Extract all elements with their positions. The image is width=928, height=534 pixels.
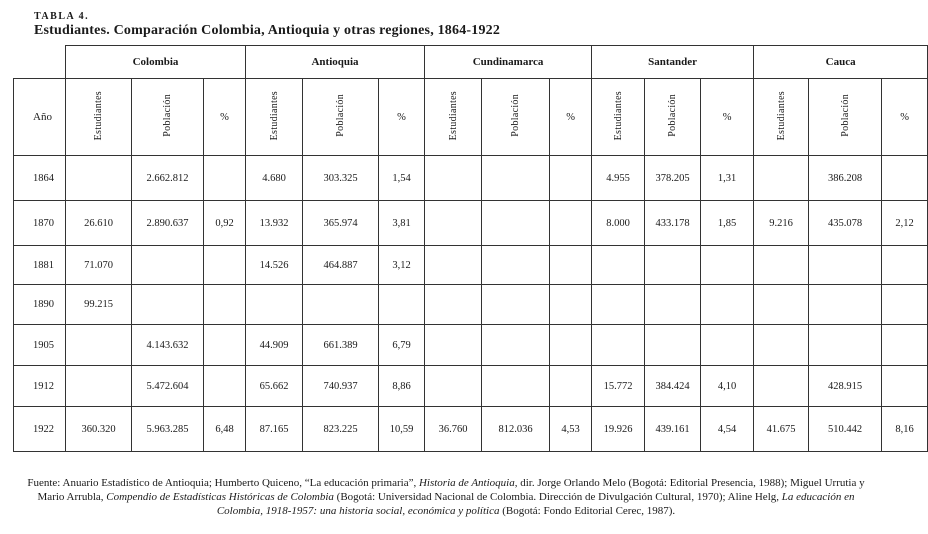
table-label: TABLA 4. — [34, 11, 90, 22]
value-cell: 6,48 — [204, 407, 246, 452]
value-cell — [132, 246, 204, 285]
value-cell: 87.165 — [246, 407, 303, 452]
percent-header: % — [882, 79, 928, 156]
value-cell: 5.472.604 — [132, 366, 204, 407]
students-header: Estudiantes — [592, 79, 645, 156]
value-cell: 433.178 — [645, 201, 701, 246]
value-cell — [246, 285, 303, 325]
value-cell: 26.610 — [66, 201, 132, 246]
value-cell — [754, 366, 809, 407]
value-cell: 8,86 — [379, 366, 425, 407]
value-cell: 303.325 — [303, 156, 379, 201]
value-cell — [550, 201, 592, 246]
students-header: Estudiantes — [246, 79, 303, 156]
value-cell — [425, 201, 482, 246]
value-cell — [550, 246, 592, 285]
value-cell: 4.143.632 — [132, 325, 204, 366]
value-cell — [425, 156, 482, 201]
value-cell — [425, 285, 482, 325]
value-cell: 812.036 — [482, 407, 550, 452]
value-cell — [809, 246, 882, 285]
table-row — [14, 246, 928, 285]
value-cell — [592, 285, 645, 325]
value-cell — [645, 285, 701, 325]
value-cell: 3,81 — [379, 201, 425, 246]
value-cell — [204, 325, 246, 366]
source-title: La educación en Colombia, 1918-1957: una historia social, económica y política — [216, 491, 855, 517]
value-cell: 4.680 — [246, 156, 303, 201]
table-row — [14, 325, 928, 366]
value-cell — [809, 325, 882, 366]
value-cell: 8.000 — [592, 201, 645, 246]
source-title: Compendio de Estadísticas Históricas de Colombia — [106, 491, 334, 503]
value-cell: 8,16 — [882, 407, 928, 452]
value-cell — [303, 285, 379, 325]
students-header: Estudiantes — [66, 79, 132, 156]
value-cell — [204, 366, 246, 407]
value-cell — [379, 285, 425, 325]
source-note — [18, 476, 874, 518]
value-cell: 19.926 — [592, 407, 645, 452]
value-cell — [754, 156, 809, 201]
value-cell: 4,10 — [701, 366, 754, 407]
value-cell — [645, 325, 701, 366]
year-cell: 1870 — [14, 201, 66, 246]
region-header: Santander — [592, 46, 754, 79]
value-cell — [754, 246, 809, 285]
value-cell — [66, 156, 132, 201]
value-cell — [482, 366, 550, 407]
value-cell — [550, 156, 592, 201]
value-cell: 6,79 — [379, 325, 425, 366]
value-cell: 99.215 — [66, 285, 132, 325]
value-cell: 3,12 — [379, 246, 425, 285]
data-table — [13, 45, 928, 452]
value-cell: 13.932 — [246, 201, 303, 246]
population-header: Población — [132, 79, 204, 156]
year-header: Año — [14, 79, 66, 156]
value-cell — [550, 366, 592, 407]
value-cell: 510.442 — [809, 407, 882, 452]
value-cell — [482, 246, 550, 285]
population-header: Población — [809, 79, 882, 156]
year-cell: 1905 — [14, 325, 66, 366]
value-cell — [882, 366, 928, 407]
year-cell: 1912 — [14, 366, 66, 407]
value-cell: 65.662 — [246, 366, 303, 407]
value-cell: 71.070 — [66, 246, 132, 285]
value-cell: 740.937 — [303, 366, 379, 407]
value-cell: 2.662.812 — [132, 156, 204, 201]
value-cell: 464.887 — [303, 246, 379, 285]
source-text: Fuente: Anuario Estadístico de Antioquia; Humberto Quiceno, “La educación primaria”, — [27, 477, 419, 489]
value-cell — [66, 325, 132, 366]
value-cell — [550, 285, 592, 325]
value-cell: 435.078 — [809, 201, 882, 246]
value-cell — [701, 285, 754, 325]
value-cell: 360.320 — [66, 407, 132, 452]
value-cell: 0,92 — [204, 201, 246, 246]
value-cell — [425, 325, 482, 366]
value-cell — [754, 325, 809, 366]
value-cell — [701, 325, 754, 366]
value-cell: 386.208 — [809, 156, 882, 201]
students-header: Estudiantes — [754, 79, 809, 156]
population-header: Población — [645, 79, 701, 156]
value-cell — [425, 366, 482, 407]
table-title: Estudiantes. Comparación Colombia, Antioquia y otras regiones, 1864-1922 — [34, 23, 501, 38]
value-cell: 14.526 — [246, 246, 303, 285]
value-cell — [882, 156, 928, 201]
region-header-row — [14, 46, 928, 79]
value-cell: 439.161 — [645, 407, 701, 452]
source-title: Historia de Antioquia — [418, 477, 515, 489]
value-cell — [645, 246, 701, 285]
value-cell — [754, 285, 809, 325]
value-cell: 2.890.637 — [132, 201, 204, 246]
source-text: (Bogotá: Fondo Editorial Cerec, 1987). — [499, 505, 676, 517]
region-header: Cauca — [754, 46, 928, 79]
table-row — [14, 201, 928, 246]
value-cell: 44.909 — [246, 325, 303, 366]
percent-header: % — [204, 79, 246, 156]
corner-cell — [14, 46, 66, 79]
value-cell: 10,59 — [379, 407, 425, 452]
value-cell — [882, 285, 928, 325]
value-cell — [809, 285, 882, 325]
year-cell: 1881 — [14, 246, 66, 285]
value-cell — [482, 325, 550, 366]
percent-header: % — [701, 79, 754, 156]
percent-header: % — [379, 79, 425, 156]
population-header: Población — [303, 79, 379, 156]
value-cell: 4.955 — [592, 156, 645, 201]
region-header: Colombia — [66, 46, 246, 79]
population-header: Población — [482, 79, 550, 156]
value-cell: 384.424 — [645, 366, 701, 407]
table-body — [14, 156, 928, 452]
value-cell — [132, 285, 204, 325]
value-cell: 1,54 — [379, 156, 425, 201]
students-header: Estudiantes — [425, 79, 482, 156]
value-cell — [425, 246, 482, 285]
source-text: (Bogotá: Universidad Nacional de Colombia. Dirección de Divulgación Cultural, 1970); Aline Helg, — [333, 491, 782, 503]
value-cell — [592, 246, 645, 285]
value-cell: 4,53 — [550, 407, 592, 452]
table-row — [14, 156, 928, 201]
value-cell — [204, 246, 246, 285]
value-cell — [550, 325, 592, 366]
value-cell: 823.225 — [303, 407, 379, 452]
year-cell: 1864 — [14, 156, 66, 201]
value-cell: 1,85 — [701, 201, 754, 246]
region-header: Cundinamarca — [425, 46, 592, 79]
value-cell — [482, 156, 550, 201]
value-cell — [482, 285, 550, 325]
value-cell: 9.216 — [754, 201, 809, 246]
value-cell — [882, 246, 928, 285]
year-cell: 1890 — [14, 285, 66, 325]
region-header: Antioquia — [246, 46, 425, 79]
value-cell — [204, 285, 246, 325]
value-cell — [66, 366, 132, 407]
value-cell: 5.963.285 — [132, 407, 204, 452]
year-cell: 1922 — [14, 407, 66, 452]
value-cell — [592, 325, 645, 366]
value-cell — [701, 246, 754, 285]
value-cell: 365.974 — [303, 201, 379, 246]
value-cell: 1,31 — [701, 156, 754, 201]
value-cell: 4,54 — [701, 407, 754, 452]
table-row — [14, 407, 928, 452]
value-cell: 41.675 — [754, 407, 809, 452]
percent-header: % — [550, 79, 592, 156]
value-cell: 661.389 — [303, 325, 379, 366]
source-text: , dir. Jorge Orlando Melo (Bogotá: Editorial Presencia, 1988); Miguel Urrutia y Mario Arrubla, — [37, 477, 865, 503]
subheader-row — [14, 79, 928, 156]
value-cell — [482, 201, 550, 246]
value-cell — [882, 325, 928, 366]
value-cell: 36.760 — [425, 407, 482, 452]
value-cell — [204, 156, 246, 201]
value-cell: 2,12 — [882, 201, 928, 246]
value-cell: 15.772 — [592, 366, 645, 407]
table-row — [14, 285, 928, 325]
value-cell: 378.205 — [645, 156, 701, 201]
table-row — [14, 366, 928, 407]
value-cell: 428.915 — [809, 366, 882, 407]
